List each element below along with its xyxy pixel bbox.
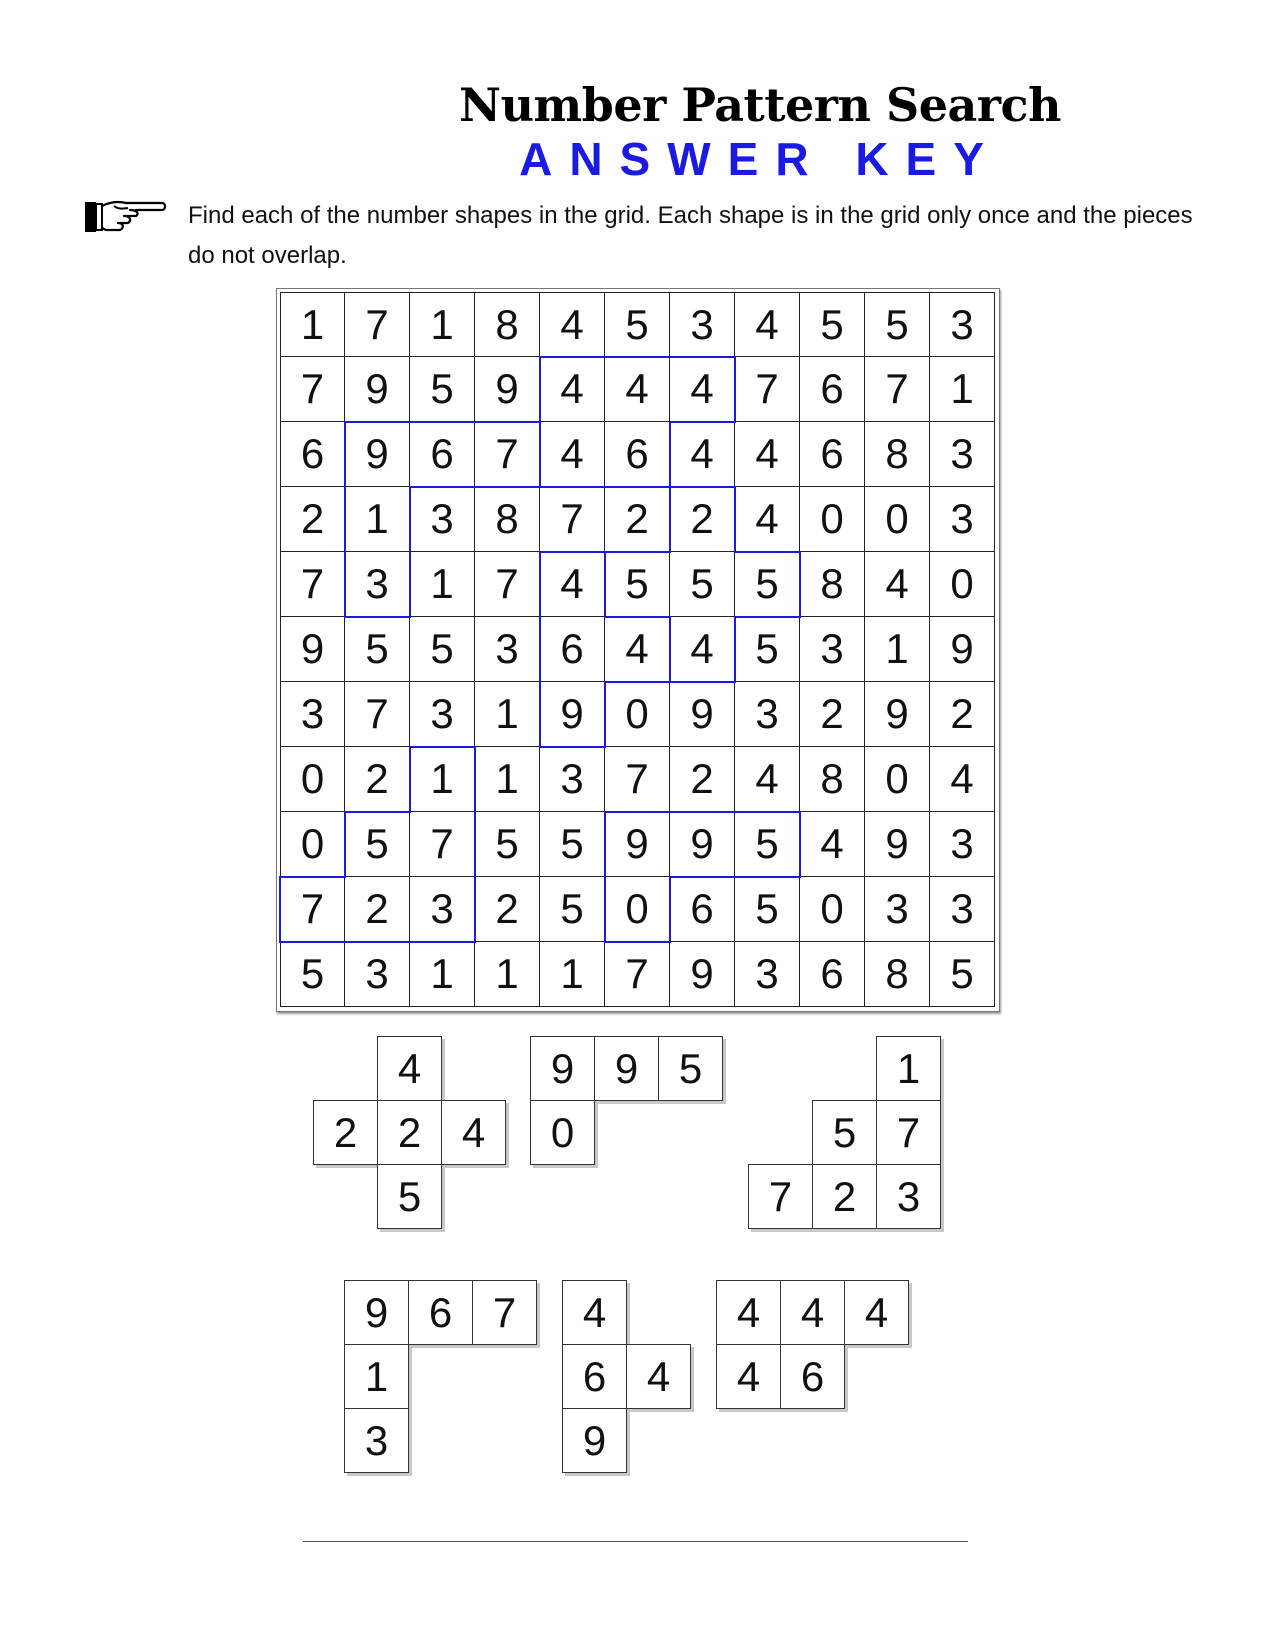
grid-cell: 6 [800, 357, 865, 422]
found-shapes-overlay [280, 292, 996, 1008]
grid-cell: 5 [475, 812, 540, 877]
grid-cell: 7 [280, 552, 345, 617]
grid-cell: 9 [670, 942, 735, 1007]
grid-cell: 4 [735, 292, 800, 357]
grid-cell: 2 [280, 487, 345, 552]
grid-cell: 1 [930, 357, 995, 422]
piece-cell: 7 [748, 1164, 813, 1229]
grid-cell: 3 [540, 747, 605, 812]
grid-cell: 3 [930, 877, 995, 942]
grid-cell: 1 [865, 617, 930, 682]
piece-cell: 1 [876, 1036, 941, 1101]
grid-cell: 6 [800, 942, 865, 1007]
footer-rule [303, 1541, 968, 1542]
grid-cell: 2 [670, 487, 735, 552]
grid-cell: 5 [735, 617, 800, 682]
grid-cell: 4 [735, 747, 800, 812]
grid-cell: 5 [280, 942, 345, 1007]
piece-cell: 3 [876, 1164, 941, 1229]
page-title: Number Pattern Search [459, 78, 1061, 132]
grid-cell: 9 [670, 682, 735, 747]
piece-cell: 4 [562, 1280, 627, 1345]
grid-cell: 4 [735, 487, 800, 552]
grid-cell: 0 [865, 747, 930, 812]
piece-cell: 4 [716, 1344, 781, 1409]
grid-cell: 7 [540, 487, 605, 552]
grid-cell: 3 [735, 942, 800, 1007]
found-shape-outline [605, 812, 800, 942]
grid-cell: 7 [735, 357, 800, 422]
grid-cell: 5 [735, 812, 800, 877]
grid-cell: 4 [735, 422, 800, 487]
grid-cell: 7 [605, 747, 670, 812]
piece-cell: 5 [812, 1100, 877, 1165]
grid-cell: 9 [605, 812, 670, 877]
grid-cell: 0 [605, 682, 670, 747]
grid-cell: 5 [735, 877, 800, 942]
grid-cell: 7 [345, 292, 410, 357]
grid-cell: 3 [865, 877, 930, 942]
grid-cell: 6 [605, 422, 670, 487]
found-shape-outline [540, 552, 670, 747]
grid-cell: 3 [475, 617, 540, 682]
grid-cell: 8 [475, 487, 540, 552]
grid-cell: 1 [475, 942, 540, 1007]
grid-cell: 7 [410, 812, 475, 877]
grid-cell: 5 [540, 877, 605, 942]
found-shape-outline [280, 747, 475, 942]
grid-cell: 7 [605, 942, 670, 1007]
grid-cell: 3 [345, 552, 410, 617]
grid-cell: 0 [865, 487, 930, 552]
piece-cell: 5 [658, 1036, 723, 1101]
piece-cell: 9 [594, 1036, 659, 1101]
grid-cell: 5 [605, 292, 670, 357]
piece-cell: 6 [408, 1280, 473, 1345]
grid-cell: 4 [605, 357, 670, 422]
instructions-text: Find each of the number shapes in the grid. Each shape is in the grid only once and the pieces do not overlap. [188, 202, 1193, 269]
grid-cell: 1 [475, 682, 540, 747]
grid-cell: 5 [345, 812, 410, 877]
grid-cell: 1 [410, 292, 475, 357]
grid-cell: 0 [800, 487, 865, 552]
piece-cell: 9 [562, 1408, 627, 1473]
grid-cell: 4 [800, 812, 865, 877]
piece-cell: 4 [626, 1344, 691, 1409]
piece-cell: 2 [812, 1164, 877, 1229]
grid-cell: 7 [345, 682, 410, 747]
grid-cell: 0 [605, 877, 670, 942]
grid-cell: 8 [865, 942, 930, 1007]
grid-cell: 6 [800, 422, 865, 487]
answer-key-subtitle: ANSWER KEY [519, 133, 1001, 185]
grid-cell: 4 [605, 617, 670, 682]
piece-cell: 0 [530, 1100, 595, 1165]
grid-cell: 2 [930, 682, 995, 747]
grid-cell: 3 [930, 422, 995, 487]
grid-cell: 5 [800, 292, 865, 357]
grid-cell: 5 [540, 812, 605, 877]
grid-cell: 2 [475, 877, 540, 942]
found-shape-outline [605, 487, 800, 682]
piece-cell: 4 [844, 1280, 909, 1345]
grid-cell: 6 [410, 422, 475, 487]
grid-cell: 5 [345, 617, 410, 682]
grid-cell: 4 [865, 552, 930, 617]
grid-cell: 1 [410, 747, 475, 812]
found-shape-outline [345, 422, 540, 617]
grid-cell: 4 [540, 422, 605, 487]
grid-cell: 1 [410, 942, 475, 1007]
grid-cell: 9 [345, 422, 410, 487]
grid-cell: 3 [345, 942, 410, 1007]
grid-cell: 8 [475, 292, 540, 357]
pointing-hand-icon [84, 196, 168, 236]
grid-cell: 5 [410, 617, 475, 682]
grid-cell: 4 [540, 357, 605, 422]
grid-cell: 3 [930, 487, 995, 552]
piece-cell: 6 [562, 1344, 627, 1409]
grid-cell: 3 [735, 682, 800, 747]
grid-cell: 8 [800, 747, 865, 812]
piece-cell: 6 [780, 1344, 845, 1409]
grid-cell: 6 [280, 422, 345, 487]
grid-cell: 2 [345, 747, 410, 812]
grid-cell: 1 [410, 552, 475, 617]
grid-cell: 6 [540, 617, 605, 682]
grid-cell: 9 [345, 357, 410, 422]
grid-cell: 9 [930, 617, 995, 682]
grid-cell: 3 [280, 682, 345, 747]
grid-cell: 4 [930, 747, 995, 812]
grid-cell: 2 [670, 747, 735, 812]
grid-cell: 9 [475, 357, 540, 422]
piece-cell: 4 [441, 1100, 506, 1165]
grid-cell: 9 [540, 682, 605, 747]
grid-cell: 4 [670, 617, 735, 682]
piece-cell: 4 [780, 1280, 845, 1345]
grid-cell: 7 [475, 422, 540, 487]
grid-cell: 5 [930, 942, 995, 1007]
grid-cell: 9 [865, 682, 930, 747]
piece-cell: 3 [344, 1408, 409, 1473]
grid-cell: 7 [475, 552, 540, 617]
grid-cell: 7 [865, 357, 930, 422]
grid-cell: 5 [670, 552, 735, 617]
grid-cell: 0 [280, 812, 345, 877]
grid-cell: 2 [345, 877, 410, 942]
grid-cell: 3 [670, 292, 735, 357]
grid-cell: 7 [280, 357, 345, 422]
grid-cell: 8 [800, 552, 865, 617]
grid-cell: 0 [800, 877, 865, 942]
grid-cell: 5 [605, 552, 670, 617]
grid-cell: 7 [280, 877, 345, 942]
grid-cell: 0 [930, 552, 995, 617]
grid-cell: 3 [410, 682, 475, 747]
grid-cell: 1 [280, 292, 345, 357]
piece-cell: 9 [344, 1280, 409, 1345]
grid-cell: 9 [280, 617, 345, 682]
grid-cell: 8 [865, 422, 930, 487]
grid-cell: 4 [540, 292, 605, 357]
grid-cell: 1 [345, 487, 410, 552]
piece-cell: 1 [344, 1344, 409, 1409]
piece-cell: 4 [716, 1280, 781, 1345]
piece-cell: 9 [530, 1036, 595, 1101]
grid-cell: 0 [280, 747, 345, 812]
grid-cell: 5 [735, 552, 800, 617]
grid-cell: 3 [930, 292, 995, 357]
grid-cell: 9 [865, 812, 930, 877]
grid-cell: 2 [800, 682, 865, 747]
grid-cell: 6 [670, 877, 735, 942]
grid-cell: 3 [800, 617, 865, 682]
piece-cell: 2 [313, 1100, 378, 1165]
grid-cell: 4 [670, 357, 735, 422]
grid-cell: 9 [670, 812, 735, 877]
grid-cell: 1 [475, 747, 540, 812]
grid-cell: 4 [670, 422, 735, 487]
piece-cell: 5 [377, 1164, 442, 1229]
grid-cell: 4 [540, 552, 605, 617]
grid-cell: 3 [930, 812, 995, 877]
grid-cell: 5 [410, 357, 475, 422]
grid-cell: 1 [540, 942, 605, 1007]
piece-cell: 7 [472, 1280, 537, 1345]
piece-cell: 7 [876, 1100, 941, 1165]
found-shape-outline [540, 357, 735, 487]
grid-cell: 5 [865, 292, 930, 357]
grid-cell: 2 [605, 487, 670, 552]
grid-cell: 3 [410, 487, 475, 552]
grid-cell: 3 [410, 877, 475, 942]
piece-cell: 4 [377, 1036, 442, 1101]
piece-cell: 2 [377, 1100, 442, 1165]
